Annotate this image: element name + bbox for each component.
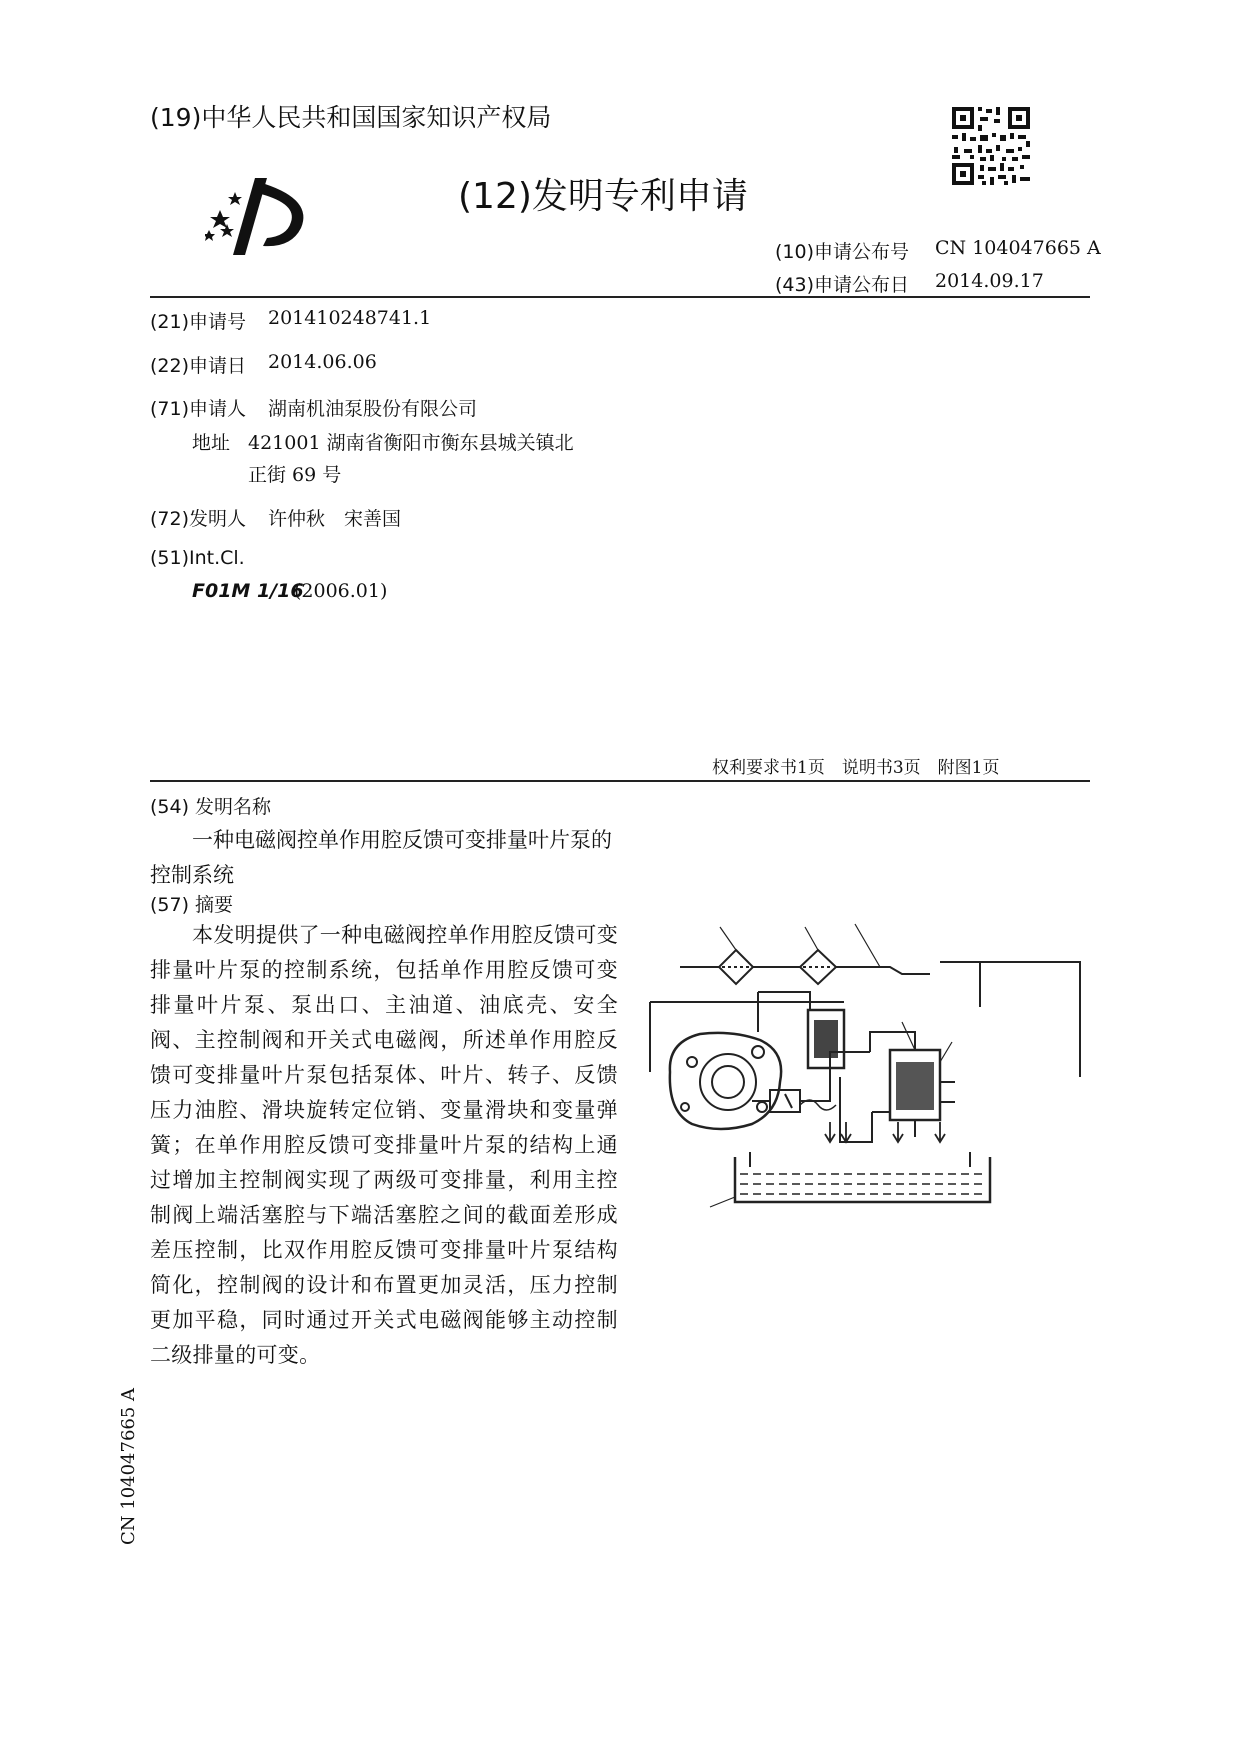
filing-date: 2014.06.06	[268, 351, 377, 373]
abstract-drawing	[640, 912, 1090, 1222]
applicant: 湖南机油泵股份有限公司	[268, 398, 478, 420]
publication-date: 2014.09.17	[935, 270, 1044, 292]
address-line-1: 421001 湖南省衡阳市衡东县城关镇北	[248, 432, 574, 454]
cnipa-logo-icon	[205, 170, 315, 260]
inventor-label: (72)发明人	[150, 508, 247, 530]
oil-sump	[710, 1152, 990, 1207]
address-label: 地址	[192, 432, 231, 454]
applicant-label: (71)申请人	[150, 398, 247, 420]
ipc-code: F01M 1/16	[192, 580, 304, 602]
qr-code-icon	[950, 105, 1032, 187]
solenoid-valve	[752, 1052, 870, 1112]
section-divider	[150, 780, 1090, 782]
invention-title: 一种电磁阀控单作用腔反馈可变排量叶片泵的控制系统	[150, 828, 612, 887]
abstract-label: (57) 摘要	[150, 894, 234, 916]
office-name: (19)中华人民共和国国家知识产权局	[150, 103, 552, 132]
upper-return-line	[940, 962, 1080, 1077]
filing-date-label: (22)申请日	[150, 355, 247, 377]
title-section-label: (54) 发明名称	[150, 796, 272, 818]
document-type: (12)发明专利申请	[458, 176, 748, 217]
ipc-version: (2006.01)	[294, 580, 388, 602]
inventors: 许仲秋 宋善国	[268, 508, 402, 530]
publication-number: CN 104047665 A	[935, 237, 1101, 259]
header-divider	[150, 296, 1090, 298]
application-number: 201410248741.1	[268, 307, 432, 329]
page-counts: 权利要求书1页 说明书3页 附图1页	[712, 758, 1000, 778]
side-publication-number: CN 104047665 A	[118, 1387, 139, 1545]
address-line-2: 正街 69 号	[248, 464, 342, 486]
abstract-text: 本发明提供了一种电磁阀控单作用腔反馈可变排量叶片泵的控制系统，包括单作用腔反馈可变排量叶片泵、泵出口、主油道、油底壳、安全阀、主控制阀和开关式电磁阀，所述单作用腔反馈可变排量叶片泵包括泵体、叶片、转子、反馈压力油腔、滑块旋转定位销、变量滑块和变量弹簧；在单作用腔反馈可变排量叶片泵的结构上通过增加主控制阀实现了两级可变排量，利用主控制阀上端活塞腔与下端活塞腔之间的截面差形成差压控制，比双作用腔反馈可变排量叶片泵结构简化，控制阀的设计和布置更加灵活，压力控制更加平稳，同时通过开关式电磁阀能够主动控制二级排量的可变。	[150, 923, 618, 1367]
ipc-label: (51)Int.Cl.	[150, 547, 245, 569]
main-control-valve	[650, 992, 844, 1072]
publication-number-label: (10)申请公布号	[775, 241, 910, 263]
drain-arrows	[825, 1122, 945, 1142]
vane-pump	[670, 1033, 781, 1129]
publication-date-label: (43)申请公布日	[775, 274, 910, 296]
application-number-label: (21)申请号	[150, 311, 247, 333]
